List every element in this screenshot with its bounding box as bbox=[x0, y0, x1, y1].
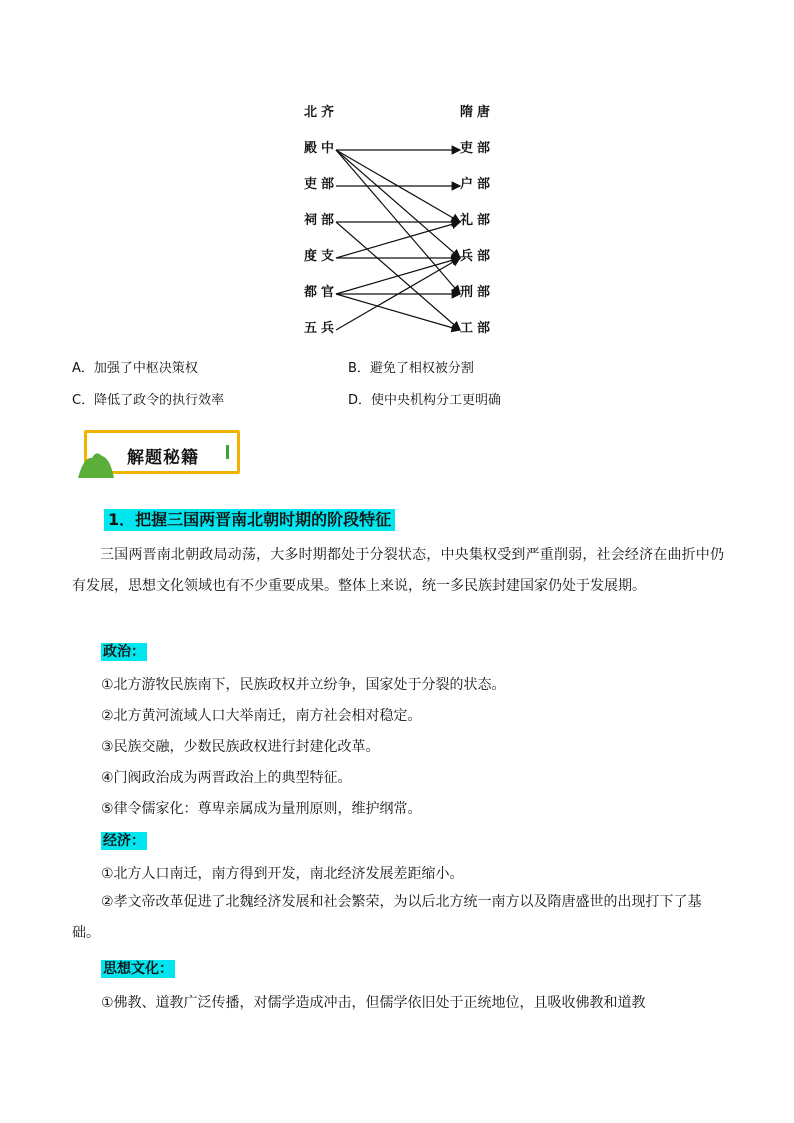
mapping-arrow bbox=[336, 150, 460, 258]
left-item: 五兵 bbox=[304, 321, 339, 336]
right-item: 刑部 bbox=[460, 285, 495, 300]
left-item: 祠部 bbox=[304, 213, 339, 228]
hill-icon bbox=[78, 448, 118, 478]
mapping-arrow bbox=[336, 222, 460, 258]
option-d: D．使中央机构分工更明确 bbox=[348, 393, 502, 408]
economy-label: 经济： bbox=[103, 833, 145, 849]
politics-item: ①北方游牧民族南下，民族政权并立纷争，国家处于分裂的状态。 bbox=[101, 677, 506, 693]
politics-item: ⑤律令儒家化：尊卑亲属成为量刑原则，维护纲常。 bbox=[101, 801, 422, 817]
politics-item: ③民族交融，少数民族政权进行封建化改革。 bbox=[101, 739, 380, 755]
option-c: C．降低了政令的执行效率 bbox=[72, 393, 225, 408]
politics-item: ④门阀政治成为两晋政治上的典型特征。 bbox=[101, 770, 352, 786]
diagram-left-header: 北齐 bbox=[304, 105, 339, 120]
economy-item: ②孝文帝改革促进了北魏经济发展和社会繁荣，为以后北方统一南方以及隋唐盛世的出现打下了基础。 bbox=[72, 894, 702, 941]
mapping-arrow bbox=[336, 294, 460, 330]
right-item: 吏部 bbox=[460, 141, 495, 156]
right-item: 户部 bbox=[460, 177, 495, 192]
right-item: 礼部 bbox=[460, 213, 495, 228]
right-item: 兵部 bbox=[460, 249, 495, 264]
left-item: 都官 bbox=[304, 285, 339, 300]
economy-item: ①北方人口南迁，南方得到开发，南北经济发展差距缩小。 bbox=[101, 866, 464, 882]
culture-item: ①佛教、道教广泛传播，对儒学造成冲击，但儒学依旧处于正统地位，且吸收佛教和道教 bbox=[101, 995, 646, 1011]
right-item: 工部 bbox=[460, 321, 495, 336]
section-title: 1．把握三国两晋南北朝时期的阶段特征 bbox=[104, 509, 395, 531]
option-b: B．避免了相权被分割 bbox=[348, 361, 474, 376]
tips-badge bbox=[78, 428, 248, 480]
mapping-arrow bbox=[336, 258, 460, 294]
left-item: 吏部 bbox=[304, 177, 339, 192]
politics-item: ②北方黄河流域人口大举南迁，南方社会相对稳定。 bbox=[101, 708, 422, 724]
left-item: 度支 bbox=[304, 249, 339, 264]
intro-paragraph: 三国两晋南北朝政局动荡，大多时期都处于分裂状态，中央集权受到严重削弱，社会经济在曲折中仍有发展，思想文化领域也有不少重要成果。整体上来说，统一多民族封建国家仍处于发展期。 bbox=[72, 547, 724, 594]
badge-accent bbox=[226, 445, 229, 459]
diagram-right-header: 隋唐 bbox=[460, 105, 495, 120]
option-a: A．加强了中枢决策权 bbox=[72, 361, 198, 376]
left-item: 殿中 bbox=[304, 141, 339, 156]
badge-title: 解题秘籍 bbox=[127, 448, 199, 468]
office-mapping-diagram bbox=[290, 95, 510, 345]
politics-label: 政治： bbox=[103, 644, 145, 660]
culture-label: 思想文化： bbox=[103, 961, 173, 977]
